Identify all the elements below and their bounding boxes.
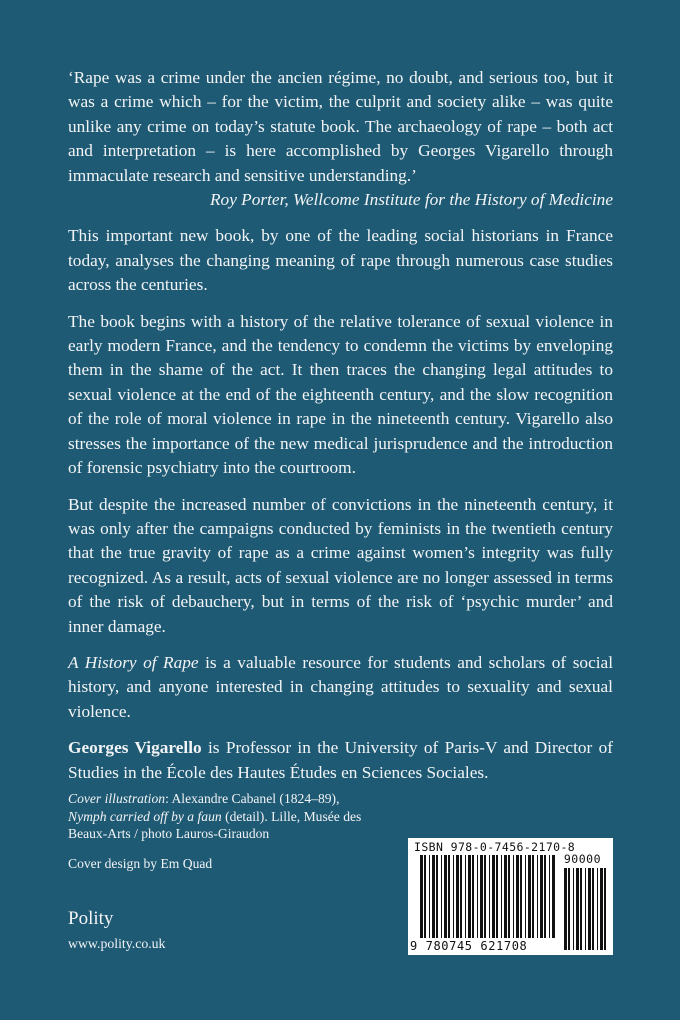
barcode-addon-number: 90000 — [563, 852, 601, 866]
barcode-bar — [504, 855, 507, 938]
barcode-bar — [600, 868, 603, 950]
cover-credits — [68, 790, 368, 884]
barcode-bar — [432, 855, 435, 938]
barcode-bar — [516, 855, 519, 938]
barcode-bar — [492, 855, 495, 938]
cover-illustration-credit — [68, 790, 368, 843]
barcode-bar — [444, 855, 447, 938]
barcode-bar — [489, 855, 490, 938]
book-title: A History of Rape — [68, 652, 199, 672]
description-paragraph-1: This important new book, by one of the leading social historians in France today, analyses the changing meaning of rape through numerous case studies across the centuries. — [68, 226, 613, 295]
barcode-bar — [496, 855, 498, 938]
barcode-bar — [460, 855, 462, 938]
barcode-bar — [472, 855, 474, 938]
barcode-bar — [576, 868, 579, 950]
barcode-bar — [552, 855, 555, 938]
barcode-bar — [429, 855, 430, 938]
cover-design-credit: Cover design by Em Quad — [68, 855, 213, 871]
barcode-bar — [537, 855, 538, 938]
barcode-bar — [436, 855, 438, 938]
barcode-bar — [468, 855, 471, 938]
barcode-bar — [592, 868, 594, 950]
publisher-block — [68, 907, 165, 953]
barcode-bar — [513, 855, 514, 938]
barcode-bar — [508, 855, 510, 938]
barcode-bar — [588, 868, 591, 950]
barcode-bar — [544, 855, 546, 938]
barcode-bar — [564, 868, 567, 950]
isbn-barcode — [408, 838, 613, 955]
barcode-ean-number: 9 780745 621708 — [410, 939, 528, 953]
barcode-bar — [453, 855, 454, 938]
barcode-bar — [585, 868, 586, 950]
review-quote: ‘Rape was a crime under the ancien régime, no doubt, and serious too, but it was a crime which – for the victim, the culprit and society alike – was quite unlike any crime on today’s statute book. The archaeology of rape – both act and interpretation – is here accomplished by Georges Vigarello through immaculate research and sensitive understanding.’ — [68, 68, 613, 185]
publisher-name: Polity — [68, 908, 114, 929]
barcode-bar — [480, 855, 483, 938]
barcode-bar — [420, 855, 423, 938]
author-name: Georges Vigarello — [68, 738, 202, 758]
barcode-bar — [604, 868, 606, 950]
author-bio — [68, 736, 613, 785]
barcode-bar — [580, 868, 582, 950]
author-bio-text: is Professor in the University of Paris-V and Director of Studies in the École des Hautes Études en Sciences Sociales. — [68, 738, 613, 782]
barcode-bar — [501, 855, 502, 938]
publisher-url: www.polity.co.uk — [68, 936, 166, 951]
barcode-bar — [465, 855, 466, 938]
back-cover-text — [68, 66, 613, 797]
barcode-bar — [424, 855, 426, 938]
barcode-bar — [477, 855, 478, 938]
barcode-bar — [540, 855, 543, 938]
barcode-bar — [597, 868, 598, 950]
cover-credit-text-2: (detail). Lille, Musée des Beaux-Arts / photo Lauros-Giraudon — [68, 808, 362, 841]
resource-text: is a valuable resource for students and scholars of social history, and anyone interested in changing attitudes to sexuality and sexual violence. — [68, 652, 614, 721]
description-paragraph-2: The book begins with a history of the relative tolerance of sexual violence in early modern France, and the tendency to condemn the victims by enveloping them in the shame of the act. It then traces the changing legal attitudes to sexual violence at the end of the eighteenth century, and the slow recognition of the role of moral violence in rape in the nineteenth century. Vigarello also stresses the importance of the new medical jurisprudence and the introduction of forensic psychiatry into the courtroom. — [68, 311, 613, 478]
barcode-bar — [456, 855, 459, 938]
isbn-label: ISBN 978-0-7456-2170-8 — [414, 840, 576, 854]
barcode-bar — [484, 855, 486, 938]
quote-attribution: Roy Porter, Wellcome Institute for the History of Medicine — [210, 190, 613, 210]
cover-credit-text-1: : Alexandre Cabanel (1824–89), — [165, 791, 340, 806]
description-paragraph-3: But despite the increased number of convictions in the nineteenth century, it was only after the campaigns conducted by feminists in the twentieth century that the true gravity of rape as a crime against women’s integrity was fully recognized. As a result, acts of sexual violence are no longer assessed in terms of the risk of debauchery, but in terms of the risk of ‘psychic murder’ and inner damage. — [68, 494, 613, 636]
barcode-bar — [568, 868, 570, 950]
barcode-bar — [532, 855, 534, 938]
barcode-bar — [549, 855, 550, 938]
barcode-bar — [573, 868, 574, 950]
cover-illustration-label: Cover illustration — [68, 791, 166, 806]
barcode-bar — [441, 855, 442, 938]
barcode-bar — [520, 855, 522, 938]
barcode-bar — [528, 855, 531, 938]
cover-artwork-title: Nymph carried off by a faun — [68, 808, 222, 824]
barcode-bar — [525, 855, 526, 938]
barcode-bar — [448, 855, 450, 938]
resource-paragraph — [68, 651, 613, 724]
